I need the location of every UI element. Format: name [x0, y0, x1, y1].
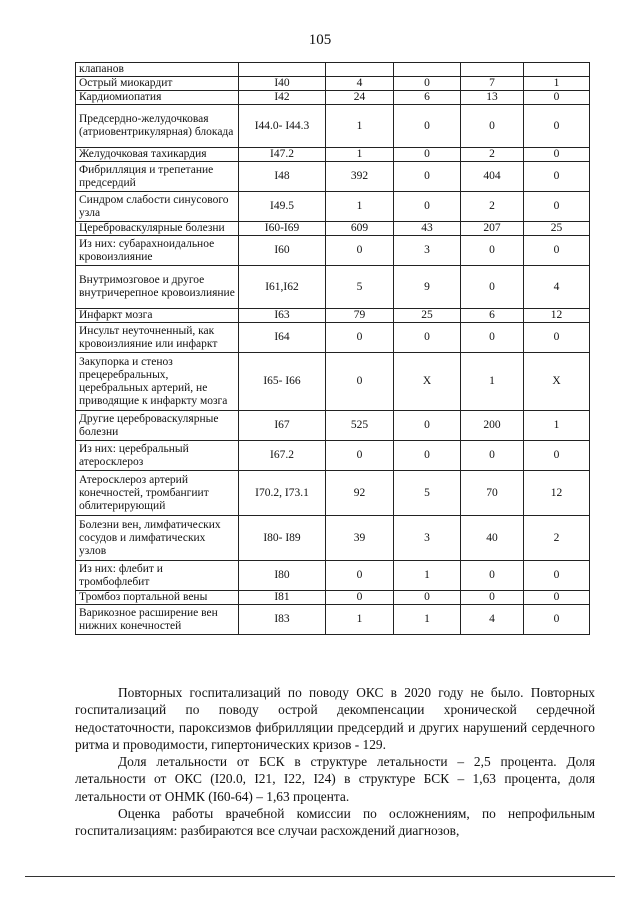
- table-row: [76, 105, 590, 148]
- disease-name-cell: Инфаркт мозга: [76, 309, 239, 323]
- icd-code-cell: I64: [239, 323, 326, 353]
- icd-code-cell: I67.2: [239, 441, 326, 471]
- value-cell-3: 40: [461, 516, 524, 561]
- value-cell-4: 0: [524, 91, 590, 105]
- value-cell-4: 0: [524, 561, 590, 591]
- value-cell-3: 404: [461, 162, 524, 192]
- icd-code-cell: I80: [239, 561, 326, 591]
- value-cell-2: 5: [394, 471, 461, 516]
- paragraph-commission: Оценка работы врачебной комиссии по осложнениям, по непрофильным госпитализациям: разбираются все случаи расхождений диагнозов,: [75, 806, 595, 839]
- body-text: [75, 684, 595, 840]
- table-row: [76, 471, 590, 516]
- value-cell-2: 3: [394, 516, 461, 561]
- value-cell-1: 1: [326, 605, 394, 635]
- value-cell-2: Х: [394, 353, 461, 411]
- disease-name-cell: Острый миокардит: [76, 77, 239, 91]
- value-cell-3: 207: [461, 222, 524, 236]
- value-cell-1: 0: [326, 591, 394, 605]
- value-cell-3: 0: [461, 561, 524, 591]
- table-row: [76, 236, 590, 266]
- value-cell-4: 25: [524, 222, 590, 236]
- disease-name-cell: Кардиомиопатия: [76, 91, 239, 105]
- table-row: [76, 561, 590, 591]
- table-row: [76, 91, 590, 105]
- icd-code-cell: I47.2: [239, 148, 326, 162]
- table-row: [76, 605, 590, 635]
- value-cell-2: 0: [394, 77, 461, 91]
- icd-code-cell: I63: [239, 309, 326, 323]
- value-cell-1: 4: [326, 77, 394, 91]
- table-row: [76, 323, 590, 353]
- table-row: [76, 63, 590, 77]
- value-cell-4: 1: [524, 411, 590, 441]
- icd-code-cell: I48: [239, 162, 326, 192]
- value-cell-2: 0: [394, 148, 461, 162]
- value-cell-4: 0: [524, 162, 590, 192]
- disease-name-cell: Из них: субарахноидальное кровоизлияние: [76, 236, 239, 266]
- paragraph-rehospitalization: Повторных госпитализаций по поводу ОКС в 2020 году не было. Повторных госпитализаций по поводу острой декомпенсации хронической сердечной недостаточности, пароксизмов фибрилляции предсердий и других нарушений сердечного ритма и проводимости, гипертонических кризов - 129.: [75, 685, 595, 752]
- icd-code-cell: I40: [239, 77, 326, 91]
- value-cell-4: 0: [524, 591, 590, 605]
- value-cell-3: 0: [461, 105, 524, 148]
- value-cell-3: 0: [461, 591, 524, 605]
- table-row: [76, 266, 590, 309]
- value-cell-2: 6: [394, 91, 461, 105]
- value-cell-1: 609: [326, 222, 394, 236]
- value-cell-4: 12: [524, 309, 590, 323]
- value-cell-1: 5: [326, 266, 394, 309]
- value-cell-4: 4: [524, 266, 590, 309]
- value-cell-4: 0: [524, 148, 590, 162]
- value-cell-4: 0: [524, 105, 590, 148]
- table-row: [76, 77, 590, 91]
- value-cell-1: 0: [326, 353, 394, 411]
- value-cell-1: 1: [326, 148, 394, 162]
- disease-name-cell: клапанов: [76, 63, 239, 77]
- value-cell-2: 43: [394, 222, 461, 236]
- value-cell-2: 3: [394, 236, 461, 266]
- value-cell-1: 0: [326, 236, 394, 266]
- value-cell-1: 24: [326, 91, 394, 105]
- icd-code-cell: I65- I66: [239, 353, 326, 411]
- value-cell-1: 1: [326, 105, 394, 148]
- disease-name-cell: Фибрилляция и трепетание предсердий: [76, 162, 239, 192]
- value-cell-4: [524, 63, 590, 77]
- table-row: [76, 192, 590, 222]
- value-cell-1: 0: [326, 561, 394, 591]
- icd-code-cell: I61,I62: [239, 266, 326, 309]
- icd-code-cell: I81: [239, 591, 326, 605]
- value-cell-2: 0: [394, 192, 461, 222]
- value-cell-3: 4: [461, 605, 524, 635]
- icd-code-cell: I67: [239, 411, 326, 441]
- table-row: [76, 162, 590, 192]
- value-cell-4: 0: [524, 192, 590, 222]
- value-cell-2: 25: [394, 309, 461, 323]
- value-cell-3: 0: [461, 441, 524, 471]
- disease-name-cell: Тромбоз портальной вены: [76, 591, 239, 605]
- value-cell-3: 0: [461, 236, 524, 266]
- table-row: [76, 441, 590, 471]
- disease-name-cell: Внутримозговое и другое внутричерепное кровоизлияние: [76, 266, 239, 309]
- value-cell-2: 1: [394, 605, 461, 635]
- value-cell-1: 79: [326, 309, 394, 323]
- disease-name-cell: Варикозное расширение вен нижних конечностей: [76, 605, 239, 635]
- value-cell-1: [326, 63, 394, 77]
- value-cell-1: 392: [326, 162, 394, 192]
- icd-code-cell: I49.5: [239, 192, 326, 222]
- icd-code-cell: I60: [239, 236, 326, 266]
- disease-name-cell: Болезни вен, лимфатических сосудов и лимфатических узлов: [76, 516, 239, 561]
- table-row: [76, 411, 590, 441]
- disease-name-cell: Атеросклероз артерий конечностей, тромбангиит облитерирующий: [76, 471, 239, 516]
- value-cell-4: 2: [524, 516, 590, 561]
- value-cell-4: Х: [524, 353, 590, 411]
- value-cell-3: 13: [461, 91, 524, 105]
- value-cell-2: 0: [394, 105, 461, 148]
- value-cell-1: 0: [326, 441, 394, 471]
- disease-name-cell: Предсердно-желудочковая (атриовентрикулярная) блокада: [76, 105, 239, 148]
- value-cell-3: [461, 63, 524, 77]
- value-cell-1: 0: [326, 323, 394, 353]
- statistics-table: [75, 62, 590, 635]
- disease-name-cell: Синдром слабости синусового узла: [76, 192, 239, 222]
- table-row: [76, 309, 590, 323]
- value-cell-3: 2: [461, 192, 524, 222]
- bottom-divider: [25, 876, 615, 877]
- disease-name-cell: Закупорка и стеноз прецеребральных, церебральных артерий, не приводящие к инфаркту мозга: [76, 353, 239, 411]
- paragraph-mortality: Доля летальности от БСК в структуре летальности – 2,5 процента. Доля летальности от ОКС (I20.0, I21, I22, I24) в структуре БСК – 1,63 процента, доля летальности от ОНМК (I60-64) – 1,63 процента.: [75, 754, 595, 804]
- disease-name-cell: Желудочковая тахикардия: [76, 148, 239, 162]
- page-number: 105: [308, 32, 332, 48]
- value-cell-4: 0: [524, 605, 590, 635]
- value-cell-3: 70: [461, 471, 524, 516]
- value-cell-3: 6: [461, 309, 524, 323]
- table-row: [76, 222, 590, 236]
- value-cell-2: 9: [394, 266, 461, 309]
- value-cell-2: 0: [394, 323, 461, 353]
- value-cell-3: 7: [461, 77, 524, 91]
- icd-code-cell: I80- I89: [239, 516, 326, 561]
- value-cell-3: 1: [461, 353, 524, 411]
- value-cell-2: 0: [394, 162, 461, 192]
- value-cell-1: 92: [326, 471, 394, 516]
- value-cell-3: 2: [461, 148, 524, 162]
- value-cell-1: 525: [326, 411, 394, 441]
- disease-name-cell: Из них: церебральный атеросклероз: [76, 441, 239, 471]
- icd-code-cell: I42: [239, 91, 326, 105]
- table-row: [76, 353, 590, 411]
- value-cell-1: 39: [326, 516, 394, 561]
- disease-name-cell: Из них: флебит и тромбофлебит: [76, 561, 239, 591]
- value-cell-2: [394, 63, 461, 77]
- value-cell-1: 1: [326, 192, 394, 222]
- value-cell-4: 12: [524, 471, 590, 516]
- icd-code-cell: I60-I69: [239, 222, 326, 236]
- table-row: [76, 516, 590, 561]
- icd-code-cell: I70.2, I73.1: [239, 471, 326, 516]
- table-row: [76, 591, 590, 605]
- value-cell-2: 1: [394, 561, 461, 591]
- table-body: [76, 63, 590, 635]
- disease-name-cell: Другие цереброваскулярные болезни: [76, 411, 239, 441]
- icd-code-cell: [239, 63, 326, 77]
- value-cell-2: 0: [394, 411, 461, 441]
- table-row: [76, 148, 590, 162]
- value-cell-3: 0: [461, 266, 524, 309]
- disease-name-cell: Цереброваскулярные болезни: [76, 222, 239, 236]
- value-cell-3: 0: [461, 323, 524, 353]
- disease-name-cell: Инсульт неуточненный, как кровоизлияние или инфаркт: [76, 323, 239, 353]
- value-cell-2: 0: [394, 441, 461, 471]
- value-cell-3: 200: [461, 411, 524, 441]
- value-cell-4: 0: [524, 441, 590, 471]
- value-cell-4: 1: [524, 77, 590, 91]
- value-cell-4: 0: [524, 236, 590, 266]
- icd-code-cell: I44.0- I44.3: [239, 105, 326, 148]
- value-cell-2: 0: [394, 591, 461, 605]
- value-cell-4: 0: [524, 323, 590, 353]
- icd-code-cell: I83: [239, 605, 326, 635]
